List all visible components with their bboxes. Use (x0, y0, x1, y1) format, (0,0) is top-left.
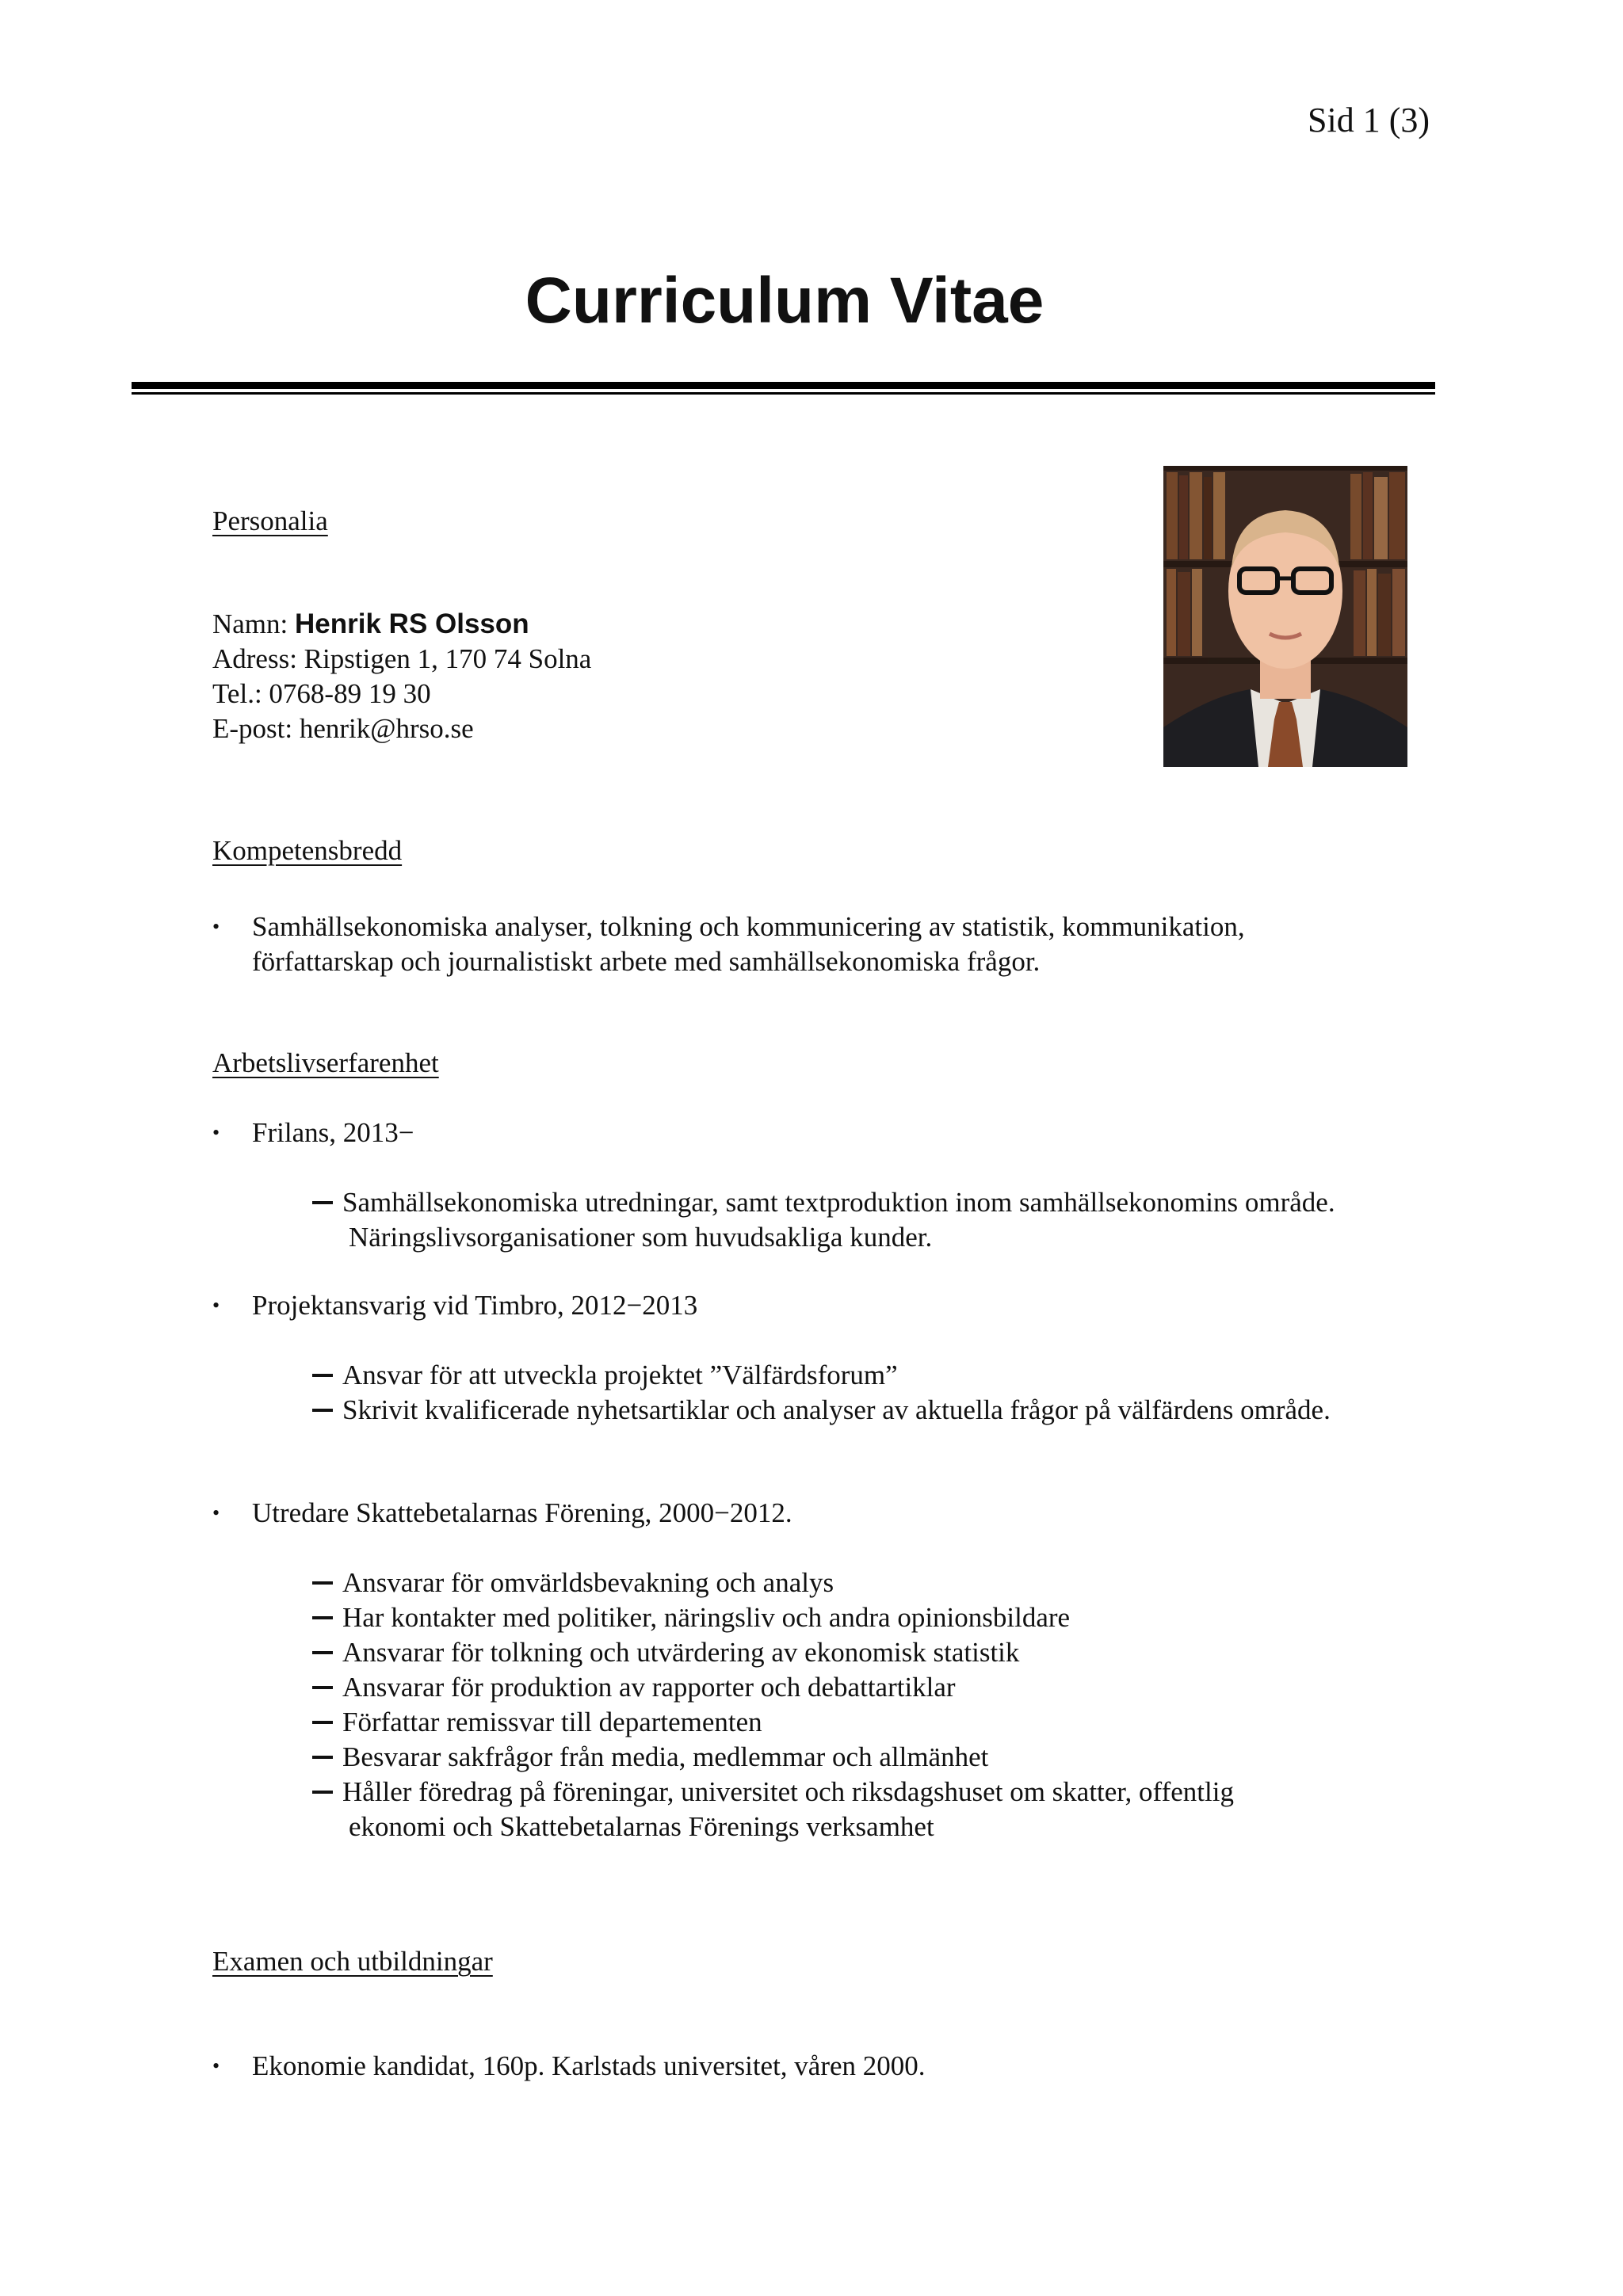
job-title: Frilans, 2013− (252, 1117, 414, 1148)
bullet-icon: • (212, 2054, 220, 2077)
name-label: Namn: (212, 608, 288, 639)
job-detail: Ansvarar för produktion av rapporter och debattartiklar (312, 1670, 956, 1705)
job-title: Utredare Skattebetalarnas Förening, 2000−2012. (252, 1497, 792, 1528)
job-detail: Samhällsekonomiska utredningar, samt textproduktion inom samhällsekonomins område. (312, 1185, 1335, 1220)
job-detail: Ansvarar för omvärldsbevakning och analys (312, 1566, 834, 1600)
dash-icon (312, 1374, 333, 1377)
dash-icon (312, 1581, 333, 1585)
kompetens-line-1: Samhällsekonomiska analyser, tolkning och kommunicering av statistik, kommunikation, (252, 911, 1245, 942)
bullet-icon: • (212, 915, 220, 938)
email: E-post: henrik@hrso.se (212, 713, 474, 744)
dash-icon (312, 1201, 333, 1204)
dash-icon (312, 1409, 333, 1412)
job-detail: Ansvarar för tolkning och utvärdering av ekonomisk statistik (312, 1635, 1019, 1670)
page-number: Sid 1 (3) (1308, 101, 1430, 139)
title-rule-thick (132, 382, 1435, 389)
job-title: Projektansvarig vid Timbro, 2012−2013 (252, 1290, 698, 1321)
portrait-illustration (1163, 466, 1407, 767)
dash-icon (312, 1686, 333, 1689)
dash-icon (312, 1721, 333, 1724)
dash-icon (312, 1651, 333, 1654)
dash-icon (312, 1616, 333, 1619)
bullet-icon: • (212, 1121, 220, 1144)
bullet-icon: • (212, 1294, 220, 1317)
job-detail: Besvarar sakfrågor från media, medlemmar och allmänhet (312, 1740, 988, 1775)
name-line (212, 607, 529, 642)
title-rule-thin (132, 392, 1435, 395)
dash-icon (312, 1756, 333, 1759)
job-detail: Författar remissvar till departementen (312, 1705, 762, 1740)
page-title: Curriculum Vitae (525, 265, 1044, 337)
address: Adress: Ripstigen 1, 170 74 Solna (212, 643, 592, 674)
job-detail: Har kontakter med politiker, näringsliv och andra opinionsbildare (312, 1600, 1070, 1635)
job-detail-continuation: Näringslivsorganisationer som huvudsakliga kunder. (349, 1222, 933, 1253)
section-heading-personalia: Personalia (212, 505, 328, 536)
bullet-icon: • (212, 1501, 220, 1524)
job-detail: Håller föredrag på föreningar, universitet och riksdagshuset om skatter, offentlig (312, 1775, 1234, 1810)
phone: Tel.: 0768-89 19 30 (212, 678, 431, 709)
section-heading-kompetens: Kompetensbredd (212, 835, 403, 866)
job-detail: Ansvar för att utveckla projektet ”Välfärdsforum” (312, 1358, 898, 1393)
name-value: Henrik RS Olsson (295, 608, 529, 639)
education-item: Ekonomie kandidat, 160p. Karlstads universitet, våren 2000. (252, 2050, 926, 2081)
section-heading-utbildning: Examen och utbildningar (212, 1946, 493, 1977)
job-detail-continuation: ekonomi och Skattebetalarnas Förenings verksamhet (349, 1811, 934, 1842)
dash-icon (312, 1791, 333, 1794)
profile-photo (1163, 466, 1407, 767)
kompetens-line-2: författarskap och journalistiskt arbete med samhällsekonomiska frågor. (252, 946, 1041, 977)
section-heading-arbete: Arbetslivserfarenhet (212, 1047, 439, 1078)
job-detail: Skrivit kvalificerade nyhetsartiklar och analyser av aktuella frågor på välfärdens område. (312, 1393, 1331, 1428)
